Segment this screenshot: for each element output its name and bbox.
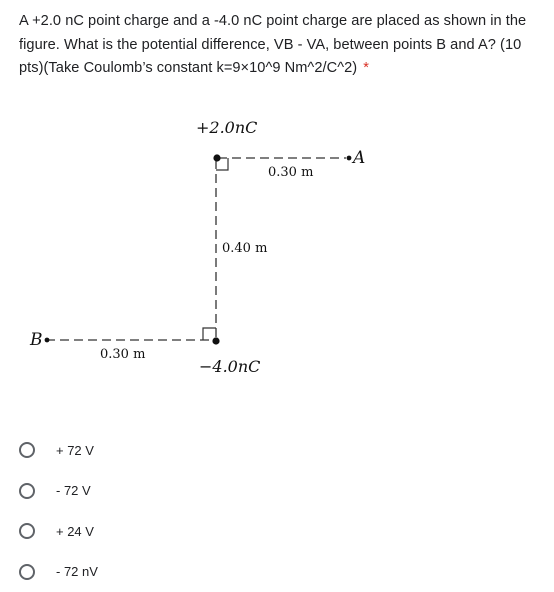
answer-options <box>19 430 98 592</box>
option-minus-72-v[interactable] <box>19 471 98 512</box>
top-charge-label: +2.0nC <box>196 118 257 137</box>
option-plus-24-v[interactable] <box>19 511 98 552</box>
radio-button[interactable] <box>19 564 35 580</box>
option-label: + 24 V <box>56 524 94 539</box>
option-label: - 72 V <box>56 483 91 498</box>
bottom-charge-label: −4.0nC <box>199 357 260 376</box>
point-b-label: B <box>29 330 43 350</box>
option-plus-72-v[interactable] <box>19 430 98 471</box>
bottom-charge-dot <box>212 337 219 344</box>
option-minus-72-nv[interactable] <box>19 552 98 592</box>
vertical-distance-label: 0.40 m <box>222 241 267 256</box>
bottom-distance-label: 0.30 m <box>100 347 145 362</box>
point-a-dot <box>347 156 352 161</box>
required-asterisk: * <box>363 60 369 76</box>
point-a-label: A <box>351 148 365 168</box>
radio-button[interactable] <box>19 523 35 539</box>
option-label: - 72 nV <box>56 564 98 579</box>
top-distance-label: 0.30 m <box>268 165 313 180</box>
radio-button[interactable] <box>19 483 35 499</box>
top-charge-dot <box>213 154 220 161</box>
radio-button[interactable] <box>19 442 35 458</box>
point-b-dot <box>45 338 50 343</box>
option-label: + 72 V <box>56 443 94 458</box>
question-text: A +2.0 nC point charge and a -4.0 nC point charge are placed as shown in the figure. What is the potential difference, VB - VA, between points B and A? (10 pts)(Take Coulomb’s constant k=9×10^9 Nm^2/C^2) <box>19 13 526 76</box>
